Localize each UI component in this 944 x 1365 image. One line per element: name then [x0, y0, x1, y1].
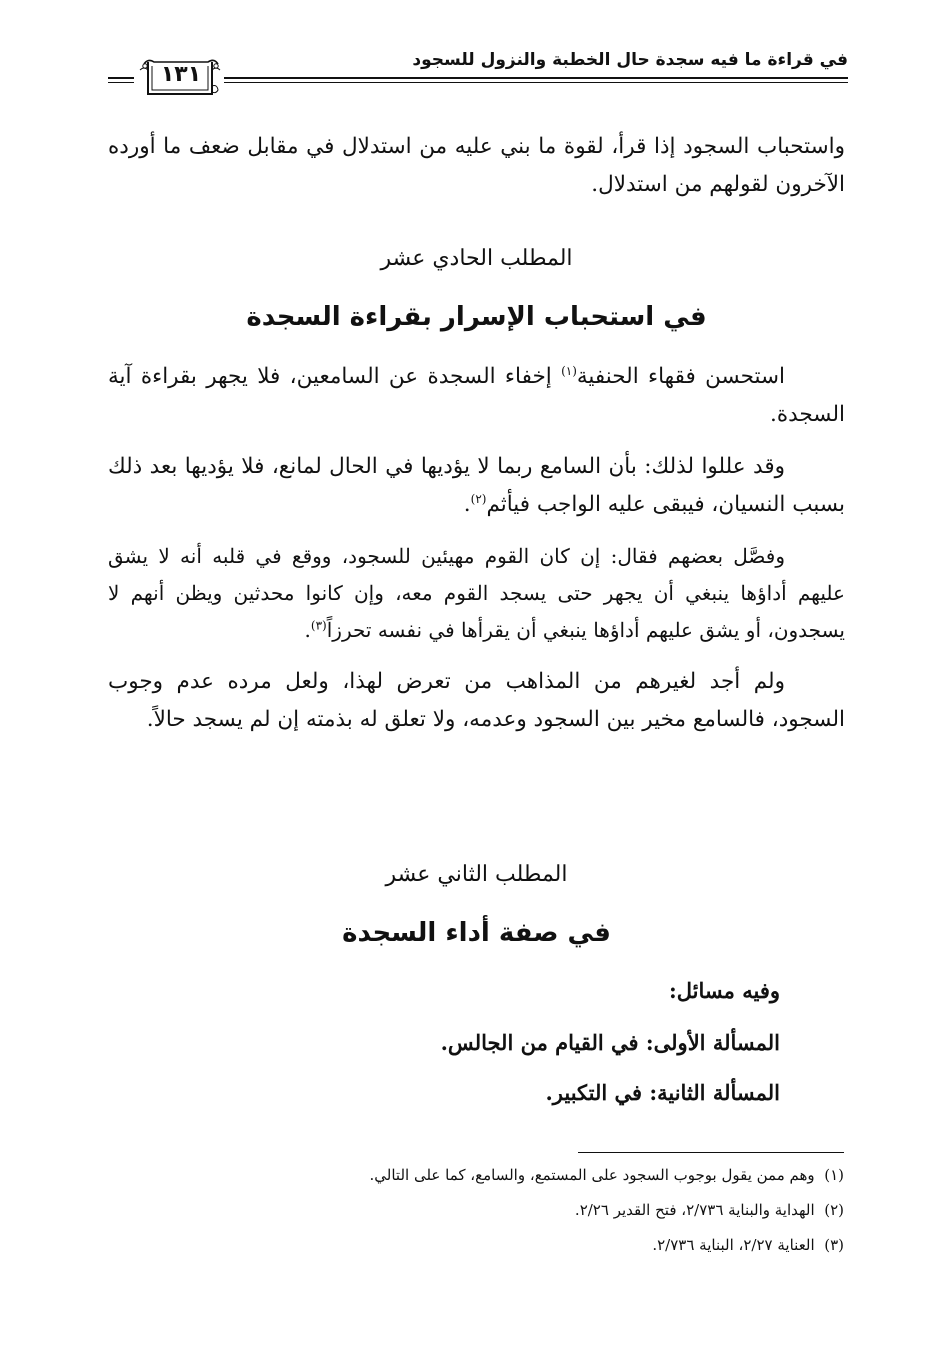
section-11-label: المطلب الحادي عشر — [380, 246, 573, 271]
page-header — [108, 46, 848, 102]
footnote-separator — [578, 1152, 844, 1153]
footnote-number: (١) — [824, 1166, 844, 1184]
page-number: ١٣١ — [160, 62, 202, 87]
footnote-number: (٣) — [824, 1236, 844, 1254]
issue-1-label: المسألة الأولى: — [645, 1030, 780, 1055]
footnote-text: الهداية والبناية ٢/٧٣٦، فتح القدير ٢/٢٦. — [574, 1201, 815, 1219]
paragraph-text: . — [463, 492, 471, 517]
footnote-ref-3: (٣) — [310, 618, 327, 633]
paragraph-detail — [108, 538, 845, 649]
header-left-rule — [108, 77, 134, 79]
paragraph-text: إخفاء السجدة عن السامعين، فلا يجهر بقراءة آية السجدة. — [108, 364, 845, 427]
section-11-body — [108, 358, 845, 739]
footnote-ref-2: (٢) — [470, 491, 487, 506]
footnote-3 — [652, 1236, 844, 1254]
header-rule — [224, 77, 848, 79]
issue-2 — [545, 1080, 780, 1105]
issue-1-text: في القيام من الجالس. — [440, 1030, 646, 1055]
section-12-label: المطلب الثاني عشر — [385, 862, 568, 887]
paragraph-text: . — [304, 618, 311, 642]
paragraph-text: وفصَّل بعضهم فقال: إن كان القوم مهيئين للسجود، ووقع في قلبه أنه لا يشق عليهم أداؤها ينبغي أن يجهر حتى يسجد القوم معه، وإن كانوا محدثين ويظن أنهم لا يسجدون، أو يشق عليهم أداؤها ينبغي أن يقرأها في نفسه تحرزاً — [108, 544, 845, 642]
issue-2-label: المسألة الثانية: — [649, 1080, 780, 1105]
footnote-text: العناية ٢/٢٧، البناية ٢/٧٣٦. — [652, 1236, 815, 1254]
paragraph-hanafi — [108, 358, 845, 434]
issue-2-text: في التكبير. — [545, 1080, 650, 1105]
paragraph-text: واستحباب السجود إذا قرأ، لقوة ما بني عليه من استدلال في مقابل ضعف ما أورده الآخرون لقولهم من استدلال. — [108, 134, 845, 197]
section-12-title: في صفة أداء السجدة — [342, 918, 611, 948]
footnote-text: وهم ممن يقول بوجوب السجود على المستمع، والسامع، كما على التالي. — [369, 1166, 815, 1184]
paragraph-text: وقد عللوا لذلك: بأن السامع ربما لا يؤديها في الحال لمانع، فلا يؤديها بعد ذلك بسبب النسيان، فيبقى عليه الواجب فيأثم — [108, 454, 845, 517]
footnote-1 — [370, 1166, 844, 1184]
running-title: في قراءة ما فيه سجدة حال الخطبة والنزول للسجود — [412, 50, 848, 70]
section-11-title: في استحباب الإسرار بقراءة السجدة — [246, 302, 707, 332]
issues-intro: وفيه مسائل: — [669, 978, 780, 1003]
paragraph-reasoning — [108, 448, 845, 524]
paragraph-continuation — [108, 128, 845, 204]
footnote-number: (٢) — [824, 1201, 844, 1219]
header-rule-thin — [224, 82, 848, 83]
header-left-rule-thin — [108, 82, 134, 83]
footnote-2 — [575, 1201, 844, 1219]
paragraph-other-schools: ولم أجد لغيرهم من المذاهب من تعرض لهذا، ولعل مرده عدم وجوب السجود، فالسامع مخير بين السجود وعدمه، ولا تعلق له بذمته إن لم يسجد حالاً. — [108, 669, 845, 732]
issue-1 — [441, 1030, 780, 1055]
paragraph-text: استحسن فقهاء الحنفية — [576, 364, 785, 389]
footnote-ref-1: (١) — [561, 363, 577, 378]
